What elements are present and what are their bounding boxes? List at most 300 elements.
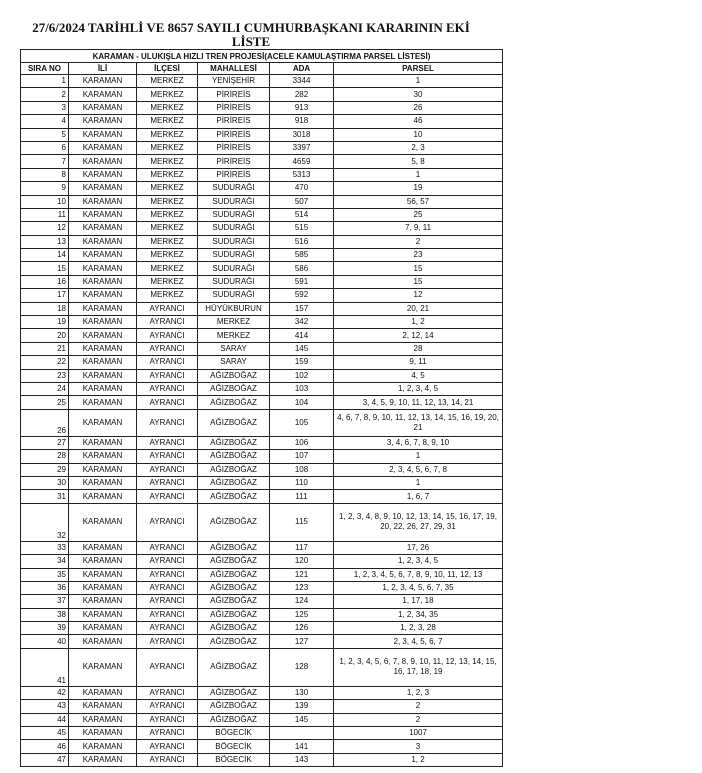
cell-sira-no: 22 [21, 356, 69, 369]
cell-ilce: AYRANCI [137, 369, 198, 382]
cell-mahalle: AĞIZBOĞAZ [198, 713, 270, 726]
cell-mahalle: AĞIZBOĞAZ [198, 635, 270, 648]
cell-il: KARAMAN [69, 275, 137, 288]
cell-mahalle: AĞIZBOĞAZ [198, 409, 270, 436]
table-row [21, 302, 503, 315]
cell-ilce: AYRANCI [137, 382, 198, 395]
document-subtitle: LİSTE [231, 34, 271, 49]
table-row [21, 555, 503, 568]
cell-sira-no: 32 [21, 503, 69, 541]
cell-ada: 515 [270, 222, 334, 235]
cell-ada: 128 [270, 648, 334, 686]
table-row [21, 289, 503, 302]
cell-il: KARAMAN [69, 436, 137, 449]
cell-ada: 120 [270, 555, 334, 568]
cell-ada: 106 [270, 436, 334, 449]
table-row [21, 222, 503, 235]
table-row [21, 608, 503, 621]
cell-parsel: 23 [334, 249, 503, 262]
cell-il: KARAMAN [69, 75, 137, 88]
cell-parsel: 26 [334, 101, 503, 114]
cell-il: KARAMAN [69, 463, 137, 476]
cell-ilce: MERKEZ [137, 289, 198, 302]
table-row [21, 382, 503, 395]
cell-ilce: AYRANCI [137, 555, 198, 568]
table-row [21, 476, 503, 489]
cell-ada: 282 [270, 88, 334, 101]
cell-il: KARAMAN [69, 316, 137, 329]
table-row [21, 490, 503, 503]
table-row [21, 503, 503, 541]
cell-parsel: 2, 3, 4, 5, 6, 7, 8 [334, 463, 503, 476]
cell-sira-no: 16 [21, 275, 69, 288]
cell-ada: 110 [270, 476, 334, 489]
cell-ada: 115 [270, 503, 334, 541]
cell-parsel: 4, 5 [334, 369, 503, 382]
cell-parsel: 25 [334, 208, 503, 221]
cell-sira-no: 42 [21, 686, 69, 699]
cell-ada: 3344 [270, 75, 334, 88]
table-body [21, 75, 503, 767]
cell-il: KARAMAN [69, 369, 137, 382]
cell-sira-no: 43 [21, 700, 69, 713]
cell-parsel: 1, 2, 34, 35 [334, 608, 503, 621]
column-header-row [21, 63, 503, 75]
cell-il: KARAMAN [69, 155, 137, 168]
cell-ilce: MERKEZ [137, 88, 198, 101]
table-row [21, 128, 503, 141]
cell-ilce: MERKEZ [137, 249, 198, 262]
cell-il: KARAMAN [69, 581, 137, 594]
cell-il: KARAMAN [69, 249, 137, 262]
cell-sira-no: 40 [21, 635, 69, 648]
cell-mahalle: PİRİREİS [198, 101, 270, 114]
cell-il: KARAMAN [69, 700, 137, 713]
table-row [21, 541, 503, 554]
cell-parsel: 17, 26 [334, 541, 503, 554]
column-header-ilce: İLÇESİ [137, 63, 198, 75]
cell-parsel: 3 [334, 740, 503, 753]
cell-il: KARAMAN [69, 195, 137, 208]
cell-parsel: 3, 4, 5, 9, 10, 11, 12, 13, 14, 21 [334, 396, 503, 409]
table-row [21, 369, 503, 382]
cell-ada: 117 [270, 541, 334, 554]
cell-sira-no: 38 [21, 608, 69, 621]
cell-ada: 111 [270, 490, 334, 503]
column-header-parsel: PARSEL [334, 63, 503, 75]
cell-parsel: 56, 57 [334, 195, 503, 208]
cell-mahalle: AĞIZBOĞAZ [198, 568, 270, 581]
column-header-il: İLİ [69, 63, 137, 75]
cell-sira-no: 37 [21, 595, 69, 608]
cell-ada: 591 [270, 275, 334, 288]
cell-parsel: 2 [334, 700, 503, 713]
cell-sira-no: 47 [21, 753, 69, 766]
cell-sira-no: 25 [21, 396, 69, 409]
cell-ilce: AYRANCI [137, 476, 198, 489]
cell-sira-no: 13 [21, 235, 69, 248]
table-row [21, 329, 503, 342]
cell-ada: 145 [270, 342, 334, 355]
cell-ada: 514 [270, 208, 334, 221]
cell-ada: 123 [270, 581, 334, 594]
cell-mahalle: AĞIZBOĞAZ [198, 622, 270, 635]
cell-il: KARAMAN [69, 396, 137, 409]
cell-ilce: AYRANCI [137, 463, 198, 476]
cell-sira-no: 31 [21, 490, 69, 503]
cell-mahalle: PİRİREİS [198, 115, 270, 128]
cell-parsel: 4, 6, 7, 8, 9, 10, 11, 12, 13, 14, 15, 16, 19, 20, 21 [334, 409, 503, 436]
cell-ilce: AYRANCI [137, 713, 198, 726]
table-row [21, 713, 503, 726]
cell-sira-no: 29 [21, 463, 69, 476]
table-row [21, 595, 503, 608]
cell-mahalle: MERKEZ [198, 329, 270, 342]
table-row [21, 581, 503, 594]
table-row [21, 568, 503, 581]
cell-il: KARAMAN [69, 128, 137, 141]
cell-ilce: AYRANCI [137, 450, 198, 463]
cell-parsel: 15 [334, 275, 503, 288]
table-row [21, 700, 503, 713]
table-row [21, 208, 503, 221]
cell-mahalle: AĞIZBOĞAZ [198, 476, 270, 489]
cell-ilce: AYRANCI [137, 581, 198, 594]
cell-ada: 913 [270, 101, 334, 114]
parcel-table [20, 49, 503, 767]
cell-mahalle: HÜYÜKBURUN [198, 302, 270, 315]
cell-ilce: AYRANCI [137, 686, 198, 699]
cell-ada: 5313 [270, 168, 334, 181]
cell-ilce: MERKEZ [137, 128, 198, 141]
cell-ada: 145 [270, 713, 334, 726]
cell-parsel: 1, 2, 3, 4, 5, 6, 7, 8, 9, 10, 11, 12, 13, 14, 15, 16, 17, 18, 19 [334, 648, 503, 686]
cell-ada: 102 [270, 369, 334, 382]
cell-sira-no: 45 [21, 727, 69, 740]
cell-sira-no: 20 [21, 329, 69, 342]
table-row [21, 182, 503, 195]
cell-mahalle: MERKEZ [198, 316, 270, 329]
table-row [21, 740, 503, 753]
cell-mahalle: SARAY [198, 342, 270, 355]
cell-sira-no: 23 [21, 369, 69, 382]
cell-parsel: 28 [334, 342, 503, 355]
cell-ilce: AYRANCI [137, 541, 198, 554]
cell-il: KARAMAN [69, 740, 137, 753]
cell-sira-no: 46 [21, 740, 69, 753]
cell-mahalle: AĞIZBOĞAZ [198, 686, 270, 699]
cell-ada: 4659 [270, 155, 334, 168]
cell-parsel: 1, 17, 18 [334, 595, 503, 608]
cell-ilce: AYRANCI [137, 740, 198, 753]
cell-parsel: 1, 2, 3, 4, 8, 9, 10, 12, 13, 14, 15, 16, 17, 19, 20, 22, 26, 27, 29, 31 [334, 503, 503, 541]
cell-parsel: 2, 3, 4, 5, 6, 7 [334, 635, 503, 648]
cell-parsel: 3, 4, 6, 7, 8, 9, 10 [334, 436, 503, 449]
table-row [21, 409, 503, 436]
table-row [21, 686, 503, 699]
cell-ada: 507 [270, 195, 334, 208]
cell-mahalle: PİRİREİS [198, 155, 270, 168]
cell-mahalle: BÖGECİK [198, 753, 270, 766]
cell-mahalle: PİRİREİS [198, 128, 270, 141]
cell-il: KARAMAN [69, 753, 137, 766]
cell-mahalle: AĞIZBOĞAZ [198, 608, 270, 621]
cell-ada: 159 [270, 356, 334, 369]
cell-il: KARAMAN [69, 476, 137, 489]
cell-sira-no: 33 [21, 541, 69, 554]
cell-il: KARAMAN [69, 141, 137, 154]
cell-mahalle: BÖGECİK [198, 727, 270, 740]
cell-sira-no: 44 [21, 713, 69, 726]
cell-ilce: AYRANCI [137, 342, 198, 355]
cell-sira-no: 10 [21, 195, 69, 208]
cell-mahalle: BÖGECİK [198, 740, 270, 753]
cell-ada: 342 [270, 316, 334, 329]
cell-mahalle: SUDURAĞI [198, 195, 270, 208]
cell-parsel: 15 [334, 262, 503, 275]
cell-mahalle: AĞIZBOĞAZ [198, 595, 270, 608]
cell-sira-no: 34 [21, 555, 69, 568]
table-row [21, 195, 503, 208]
cell-ilce: AYRANCI [137, 409, 198, 436]
cell-parsel: 1, 2, 3, 4, 5 [334, 382, 503, 395]
table-row [21, 235, 503, 248]
cell-ada: 105 [270, 409, 334, 436]
cell-sira-no: 36 [21, 581, 69, 594]
cell-ilce: AYRANCI [137, 753, 198, 766]
cell-ilce: AYRANCI [137, 396, 198, 409]
table-row [21, 463, 503, 476]
cell-il: KARAMAN [69, 208, 137, 221]
table-row [21, 648, 503, 686]
cell-parsel: 9, 11 [334, 356, 503, 369]
cell-ilce: MERKEZ [137, 75, 198, 88]
cell-il: KARAMAN [69, 635, 137, 648]
cell-ada: 586 [270, 262, 334, 275]
cell-ada [270, 727, 334, 740]
table-row [21, 141, 503, 154]
cell-ada: 470 [270, 182, 334, 195]
cell-il: KARAMAN [69, 608, 137, 621]
cell-ada: 585 [270, 249, 334, 262]
cell-ilce: MERKEZ [137, 195, 198, 208]
cell-ilce: MERKEZ [137, 222, 198, 235]
cell-ilce: AYRANCI [137, 356, 198, 369]
cell-parsel: 1 [334, 450, 503, 463]
cell-ilce: AYRANCI [137, 490, 198, 503]
document-title: 27/6/2024 TARİHLİ VE 8657 SAYILI CUMHURBAŞKANI KARARININ EKİ [32, 20, 470, 35]
cell-ilce: MERKEZ [137, 235, 198, 248]
cell-ilce: MERKEZ [137, 141, 198, 154]
cell-parsel: 2 [334, 235, 503, 248]
cell-parsel: 1, 2, 3 [334, 686, 503, 699]
cell-ada: 126 [270, 622, 334, 635]
cell-ada: 141 [270, 740, 334, 753]
project-header-row [21, 50, 503, 63]
cell-il: KARAMAN [69, 595, 137, 608]
cell-il: KARAMAN [69, 713, 137, 726]
cell-parsel: 10 [334, 128, 503, 141]
cell-ilce: AYRANCI [137, 622, 198, 635]
cell-parsel: 1, 2 [334, 316, 503, 329]
column-header-ada: ADA [270, 63, 334, 75]
cell-ada: 592 [270, 289, 334, 302]
cell-ilce: AYRANCI [137, 608, 198, 621]
table-row [21, 168, 503, 181]
cell-parsel: 12 [334, 289, 503, 302]
table-row [21, 262, 503, 275]
cell-sira-no: 27 [21, 436, 69, 449]
cell-parsel: 2, 3 [334, 141, 503, 154]
cell-sira-no: 39 [21, 622, 69, 635]
table-row [21, 275, 503, 288]
cell-sira-no: 14 [21, 249, 69, 262]
cell-mahalle: AĞIZBOĞAZ [198, 436, 270, 449]
cell-il: KARAMAN [69, 686, 137, 699]
cell-sira-no: 28 [21, 450, 69, 463]
cell-sira-no: 12 [21, 222, 69, 235]
cell-sira-no: 19 [21, 316, 69, 329]
cell-il: KARAMAN [69, 555, 137, 568]
cell-sira-no: 35 [21, 568, 69, 581]
cell-ada: 125 [270, 608, 334, 621]
cell-ada: 139 [270, 700, 334, 713]
cell-sira-no: 30 [21, 476, 69, 489]
cell-sira-no: 1 [21, 75, 69, 88]
cell-sira-no: 6 [21, 141, 69, 154]
cell-parsel: 46 [334, 115, 503, 128]
cell-il: KARAMAN [69, 235, 137, 248]
cell-mahalle: AĞIZBOĞAZ [198, 555, 270, 568]
cell-il: KARAMAN [69, 727, 137, 740]
cell-sira-no: 26 [21, 409, 69, 436]
cell-parsel: 7, 9, 11 [334, 222, 503, 235]
cell-ada: 104 [270, 396, 334, 409]
cell-ada: 121 [270, 568, 334, 581]
cell-il: KARAMAN [69, 648, 137, 686]
table-row [21, 75, 503, 88]
cell-mahalle: SUDURAĞI [198, 208, 270, 221]
cell-parsel: 19 [334, 182, 503, 195]
cell-ada: 3018 [270, 128, 334, 141]
cell-ilce: AYRANCI [137, 648, 198, 686]
cell-ilce: AYRANCI [137, 436, 198, 449]
cell-ilce: AYRANCI [137, 302, 198, 315]
cell-il: KARAMAN [69, 262, 137, 275]
cell-ilce: MERKEZ [137, 208, 198, 221]
table-row [21, 249, 503, 262]
cell-parsel: 1 [334, 168, 503, 181]
cell-ilce: AYRANCI [137, 329, 198, 342]
cell-parsel: 20, 21 [334, 302, 503, 315]
cell-sira-no: 3 [21, 101, 69, 114]
cell-il: KARAMAN [69, 342, 137, 355]
cell-sira-no: 21 [21, 342, 69, 355]
cell-ada: 130 [270, 686, 334, 699]
table-row [21, 622, 503, 635]
column-header-mahalle: MAHALLESİ [198, 63, 270, 75]
project-title: KARAMAN - ULUKIŞLA HIZLI TREN PROJESİ(ACELE KAMULAŞTIRMA PARSEL LİSTESİ) [21, 50, 503, 63]
cell-ilce: MERKEZ [137, 115, 198, 128]
cell-mahalle: AĞIZBOĞAZ [198, 382, 270, 395]
cell-mahalle: SUDURAĞI [198, 222, 270, 235]
cell-ilce: AYRANCI [137, 727, 198, 740]
cell-parsel: 2 [334, 713, 503, 726]
cell-ilce: MERKEZ [137, 262, 198, 275]
cell-parsel: 30 [334, 88, 503, 101]
cell-il: KARAMAN [69, 356, 137, 369]
column-header-sira-no: SIRA NO [21, 63, 69, 75]
cell-mahalle: AĞIZBOĞAZ [198, 463, 270, 476]
cell-parsel: 5, 8 [334, 155, 503, 168]
cell-sira-no: 17 [21, 289, 69, 302]
cell-il: KARAMAN [69, 541, 137, 554]
cell-ilce: AYRANCI [137, 568, 198, 581]
cell-parsel: 1, 2, 3, 4, 5 [334, 555, 503, 568]
cell-parsel: 1, 6, 7 [334, 490, 503, 503]
cell-il: KARAMAN [69, 168, 137, 181]
cell-mahalle: AĞIZBOĞAZ [198, 369, 270, 382]
cell-ilce: AYRANCI [137, 635, 198, 648]
cell-ilce: MERKEZ [137, 168, 198, 181]
table-row [21, 115, 503, 128]
cell-mahalle: SUDURAĞI [198, 289, 270, 302]
cell-ada: 918 [270, 115, 334, 128]
cell-mahalle: SARAY [198, 356, 270, 369]
cell-ilce: AYRANCI [137, 700, 198, 713]
cell-ada: 3397 [270, 141, 334, 154]
cell-mahalle: SUDURAĞI [198, 262, 270, 275]
cell-sira-no: 9 [21, 182, 69, 195]
cell-sira-no: 41 [21, 648, 69, 686]
cell-ada: 108 [270, 463, 334, 476]
cell-ilce: AYRANCI [137, 503, 198, 541]
cell-parsel: 1, 2, 3, 28 [334, 622, 503, 635]
table-row [21, 436, 503, 449]
cell-ada: 107 [270, 450, 334, 463]
table-row [21, 356, 503, 369]
table-row [21, 101, 503, 114]
cell-sira-no: 18 [21, 302, 69, 315]
table-row [21, 88, 503, 101]
cell-sira-no: 7 [21, 155, 69, 168]
cell-il: KARAMAN [69, 450, 137, 463]
cell-ada: 124 [270, 595, 334, 608]
cell-ilce: MERKEZ [137, 155, 198, 168]
cell-parsel: 1 [334, 75, 503, 88]
cell-il: KARAMAN [69, 568, 137, 581]
cell-mahalle: AĞIZBOĞAZ [198, 541, 270, 554]
cell-ilce: MERKEZ [137, 101, 198, 114]
cell-ada: 127 [270, 635, 334, 648]
cell-parsel: 1, 2, 3, 4, 5, 6, 7, 8, 9, 10, 11, 12, 13 [334, 568, 503, 581]
cell-sira-no: 5 [21, 128, 69, 141]
cell-mahalle: AĞIZBOĞAZ [198, 700, 270, 713]
table-row [21, 450, 503, 463]
cell-il: KARAMAN [69, 490, 137, 503]
cell-il: KARAMAN [69, 222, 137, 235]
cell-ada: 103 [270, 382, 334, 395]
cell-mahalle: SUDURAĞI [198, 249, 270, 262]
cell-mahalle: SUDURAĞI [198, 275, 270, 288]
cell-il: KARAMAN [69, 115, 137, 128]
cell-ilce: AYRANCI [137, 316, 198, 329]
cell-ada: 157 [270, 302, 334, 315]
cell-ada: 516 [270, 235, 334, 248]
cell-mahalle: SUDURAĞI [198, 235, 270, 248]
cell-mahalle: PİRİREİS [198, 168, 270, 181]
cell-il: KARAMAN [69, 503, 137, 541]
